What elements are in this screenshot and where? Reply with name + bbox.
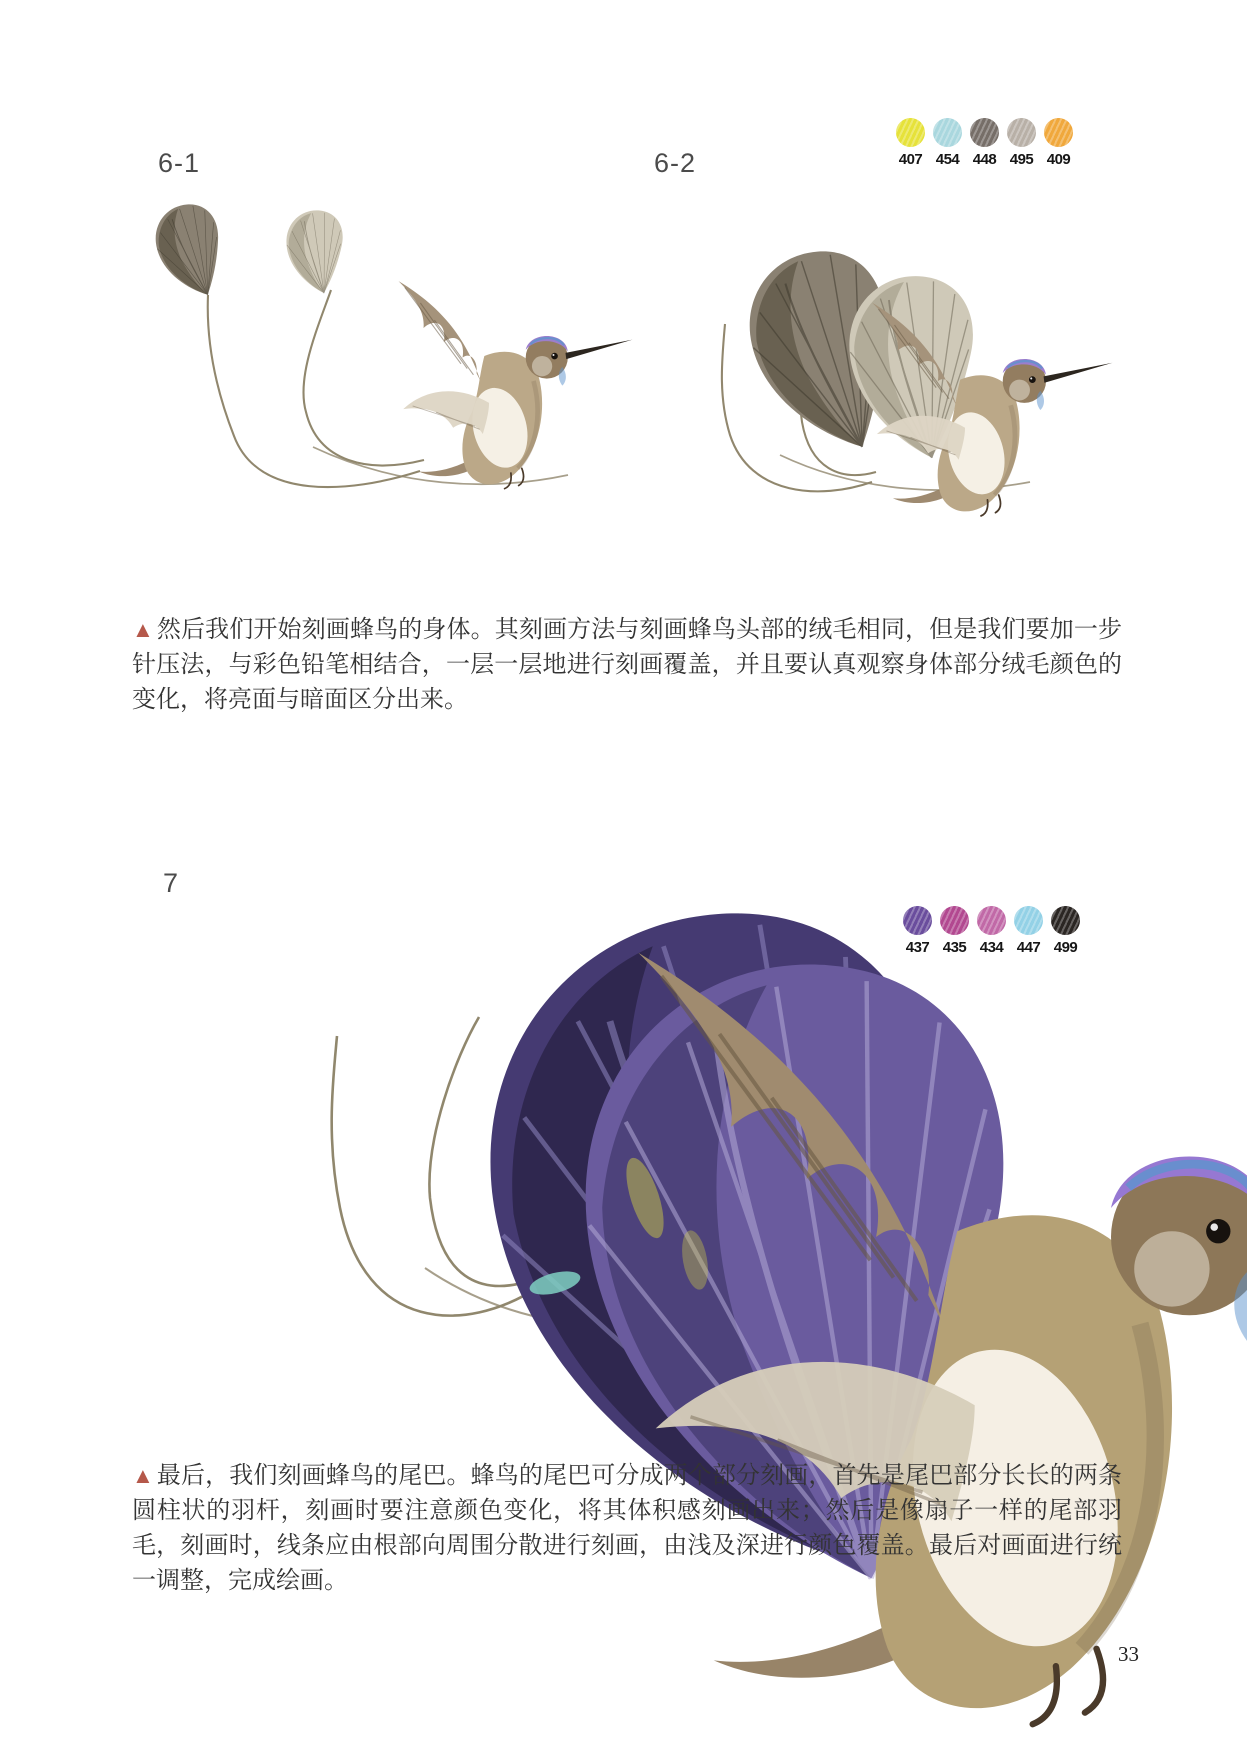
pencil-color-dot [970,118,999,147]
pencil-color-number: 437 [905,939,930,956]
pencil-color-number: 454 [935,151,960,168]
pencil-color-dot [1051,906,1080,935]
step-label-6-1: 6-1 [158,148,201,178]
caption-step6 [132,612,1122,717]
hummingbird-illustration-6-1 [138,192,638,522]
pencil-color-dot [1014,906,1043,935]
pencil-color-number: 409 [1046,151,1071,168]
caption-step7 [132,1458,1122,1598]
page-number: 33 [1118,1642,1139,1666]
hummingbird [399,281,633,488]
spatule-feather-dark [156,204,218,294]
pencil-color-dot [896,118,925,147]
pencil-color-dot [933,118,962,147]
spatule-feather-light [278,206,347,295]
pencil-color-number: 499 [1053,939,1078,956]
caption-text: 最后，我们刻画蜂鸟的尾巴。蜂鸟的尾巴可分成两个部分刻画，首先是尾巴部分长长的两条圆柱状的羽杆，刻画时要注意颜色变化，将其体积感刻画出来；然后是像扇子一样的尾部羽毛，刻画时，线条应由根部向周围分散进行刻画，由浅及深进行颜色覆盖。最后对画面进行统一调整，完成绘画。 [132,1462,1122,1594]
pencil-color-number: 447 [1016,939,1041,956]
pencil-color-dot [1007,118,1036,147]
pencil-color-dot [1044,118,1073,147]
triangle-bullet: ▲ [132,1463,154,1488]
palette-numbers [896,151,1073,168]
step-label-7: 7 [163,868,180,898]
hummingbird-illustration-7 [225,868,1015,1448]
pencil-color-number: 495 [1009,151,1034,168]
pencil-color-number: 435 [942,939,967,956]
hummingbird-illustration-6-2 [630,200,1075,525]
triangle-bullet: ▲ [132,617,154,642]
step-label-6-2: 6-2 [654,148,697,178]
pencil-color-number: 434 [979,939,1004,956]
caption-text: 然后我们开始刻画蜂鸟的身体。其刻画方法与刻画蜂鸟头部的绒毛相同，但是我们要加一步针压法，与彩色铅笔相结合，一层一层地进行刻画覆盖，并且要认真观察身体部分绒毛颜色的变化，将亮面与暗面区分出来。 [132,616,1122,713]
pencil-palette-section6 [896,118,1073,168]
pencil-color-number: 407 [898,151,923,168]
pencil-color-number: 448 [972,151,997,168]
palette-dots [896,118,1073,147]
